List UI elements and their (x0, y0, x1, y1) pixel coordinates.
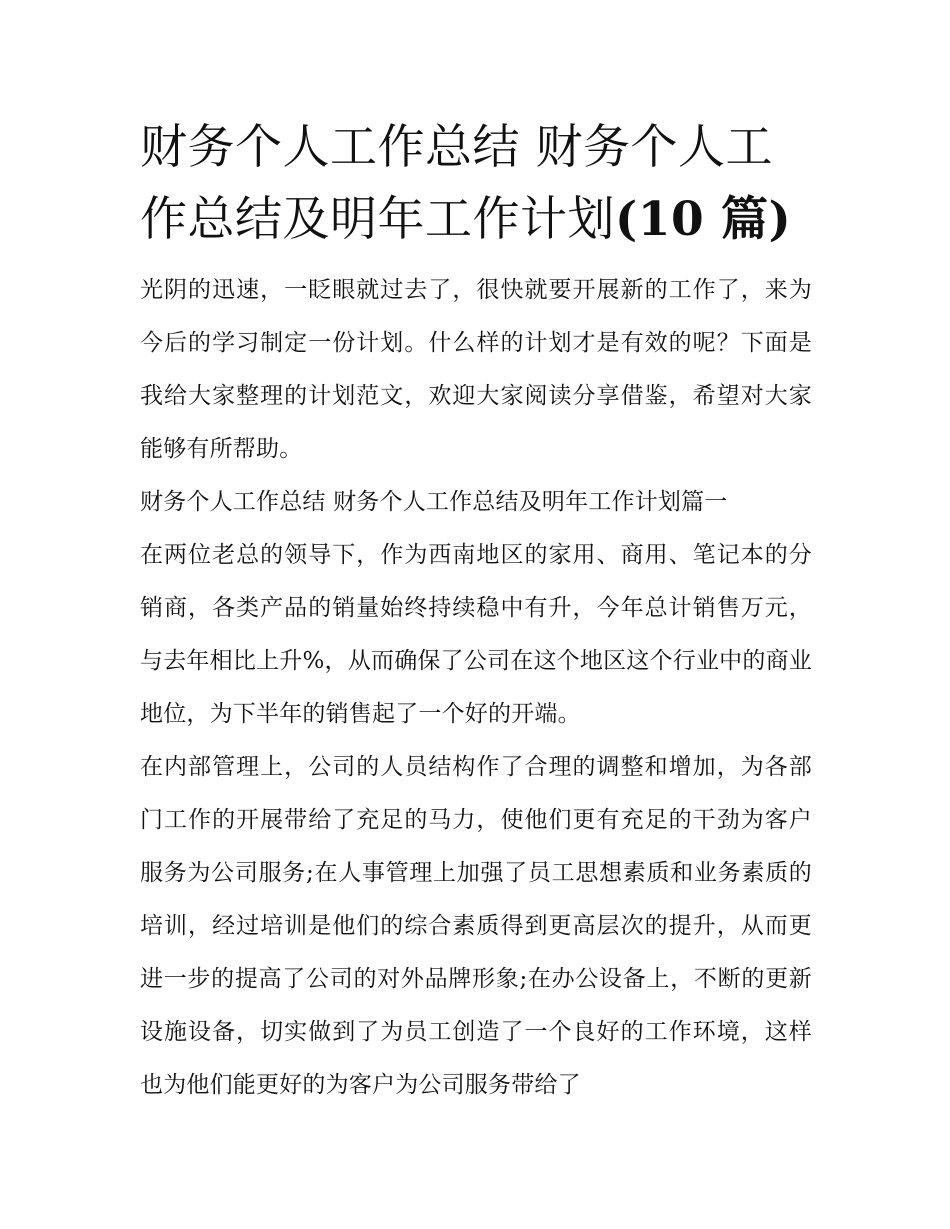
title-spacing (140, 256, 812, 264)
document-body (140, 112, 812, 1112)
paragraph-sales: 在两位老总的领导下，作为西南地区的家用、商用、笔记本的分销商，各类产品的销量始终持续稳中有升，今年总计销售万元，与去年相比上升%，从而确保了公司在这个地区这个行业中的商业地位，为下半年的销售起了一个好的开端。 (140, 542, 812, 727)
section-heading: 财务个人工作总结 财务个人工作总结及明年工作计划篇一 (140, 489, 728, 515)
document-title (140, 112, 812, 256)
document-title-suffix: (10 篇) (615, 192, 792, 247)
paragraph-management: 在内部管理上，公司的人员结构作了合理的调整和增加，为各部门工作的开展带给了充足的马力，使他们更有充足的干劲为客户服务为公司服务;在人事管理上加强了员工思想素质和业务素质的培训，经过培训是他们的综合素质得到更高层次的提升，从而更进一步的提高了公司的对外品牌形象;在办公设备上，不断的更新设施设备，切实做到了为员工创造了一个良好的工作环境，这样也为他们能更好的为客户为公司服务带给了 (140, 754, 812, 1098)
paragraph-intro: 光阴的迅速，一眨眼就过去了，很快就要开展新的工作了，来为今后的学习制定一份计划。什么样的计划才是有效的呢？下面是我给大家整理的计划范文，欢迎大家阅读分享借鉴，希望对大家能够有所帮助。 (140, 277, 812, 462)
document-title-main: 财务个人工作总结 财务个人工作总结及明年工作计划 (140, 120, 773, 247)
